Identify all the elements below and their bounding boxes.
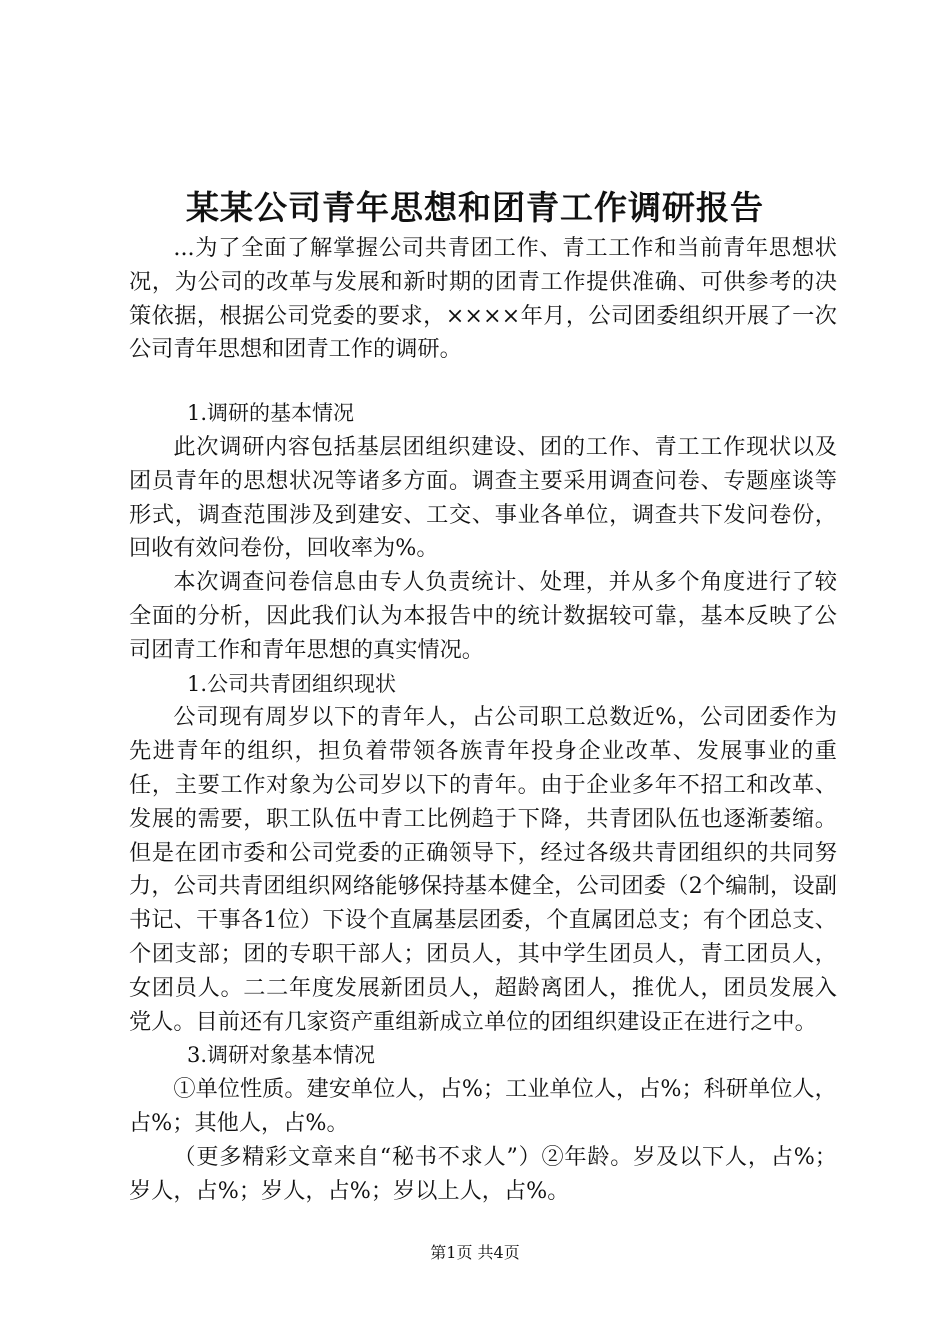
section1-paragraph-1: 此次调研内容包括基层团组织建设、团的工作、青工工作现状以及团员青年的思想状况等诸多方面。调查主要采用调查问卷、专题座谈等形式，调查范围涉及到建安、工交、事业各单位，调查共下发问卷份，回收有效问卷份，回收率为%。 (129, 433, 837, 562)
section3-paragraph-age: （更多精彩文章来自“秘书不求人”）②年龄。岁及以下人，占%；岁人，占%；岁人，占%；岁以上人，占%。 (129, 1143, 837, 1204)
section3-paragraph-unit-type: ①单位性质。建安单位人，占%；工业单位人，占%；科研单位人，占%；其他人，占%。 (129, 1076, 837, 1136)
section1-paragraph-2: 本次调查问卷信息由专人负责统计、处理，并从多个角度进行了较全面的分析，因此我们认为本报告中的统计数据较可靠，基本反映了公司团青工作和青年思想的真实情况。 (129, 569, 837, 663)
intro-paragraph: ...为了全面了解掌握公司共青团工作、青工工作和当前青年思想状况，为公司的改革与发展和新时期的团青工作提供准确、可供参考的决策依据，根据公司党委的要求，××××年月，公司团委组织开展了一次公司青年思想和团青工作的调研。 (129, 235, 837, 363)
section-heading-basic-situation: 1.调研的基本情况 (187, 401, 355, 426)
section2-paragraph-1: 公司现有周岁以下的青年人，占公司职工总数近%，公司团委作为先进青年的组织，担负着带领各族青年投身企业改革、发展事业的重任，主要工作对象为公司岁以下的青年。由于企业多年不招工和改革、发展的需要，职工队伍中青工比例趋于下降，共青团队伍也逐渐萎缩。但是在团市委和公司党委的正确领导下，经过各级共青团组织的共同努力，公司共青团组织网络能够保持基本健全，公司团委（2个编制，设副书记、干事各1位）下设个直属基层团委，个直属团总支；有个团总支、个团支部；团的专职干部人；团员人，其中学生团员人，青工团员人，女团员人。二二年度发展新团员人，超龄离团人，推优人，团员发展入党人。目前还有几家资产重组新成立单位的团组织建设正在进行之中。 (129, 704, 837, 1035)
document-body (129, 232, 837, 1208)
document-title: 某某公司青年思想和团青工作调研报告 (186, 188, 764, 227)
paragraph-gap (129, 367, 837, 397)
section-heading-organization-status: 1.公司共青团组织现状 (187, 671, 397, 696)
section-heading-respondents: 3.调研对象基本情况 (187, 1043, 376, 1068)
page-number: 第1页 共4页 (430, 1243, 520, 1262)
